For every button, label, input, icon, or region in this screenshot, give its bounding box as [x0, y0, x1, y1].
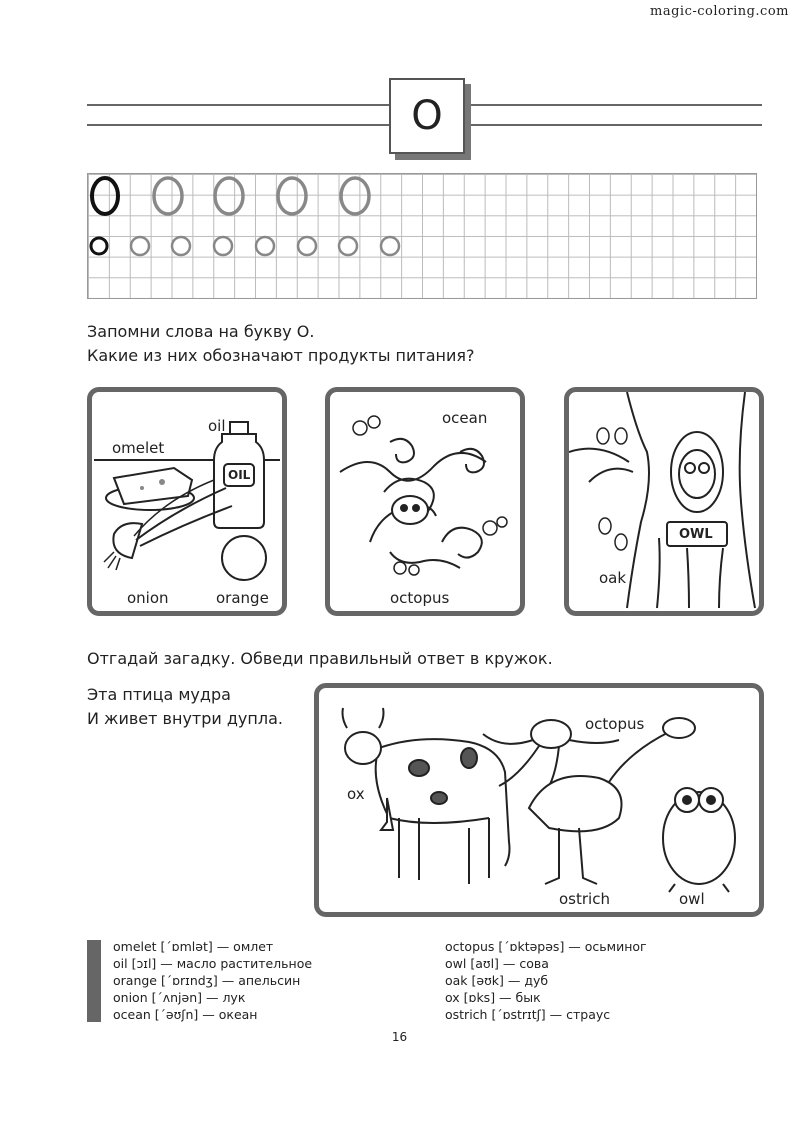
small-letter-o-trace	[339, 237, 357, 255]
riddle-illustration	[319, 688, 759, 912]
riddle-line-2: И живет внутри дупла.	[87, 709, 283, 728]
vocab-item: onion [΄ʌnjən] — лук	[113, 990, 246, 1005]
vocab-item: oil [ɔɪl] — масло растительное	[113, 956, 313, 971]
instruction-line-2: Какие из них обозначают продукты питания?	[87, 346, 475, 365]
small-letter-o-trace	[298, 237, 316, 255]
label-oak: oak	[599, 569, 627, 587]
label-octopus-answer: octopus	[585, 715, 645, 733]
vocab-item: ocean [΄əʊʃn] — океан	[113, 1007, 258, 1022]
small-letter-o-trace	[381, 237, 399, 255]
ocean-illustration	[330, 392, 520, 611]
big-letter-o-trace	[278, 178, 306, 214]
header-line-top-right	[466, 104, 762, 106]
oil-bottle-label: OIL	[228, 468, 251, 482]
instruction-text	[87, 320, 475, 368]
header-line-bottom-right	[466, 124, 762, 126]
label-octopus: octopus	[390, 589, 450, 607]
small-letter-o-trace	[214, 237, 232, 255]
vocab-item: orange [΄ɒrɪndʒ] — апельсин	[113, 973, 301, 988]
food-illustration	[92, 392, 282, 611]
vocabulary-right	[445, 938, 647, 1023]
card-ocean	[325, 387, 525, 616]
owl-icon	[663, 788, 735, 892]
practice-letters	[88, 174, 756, 298]
vocab-item: octopus [΄ɒktəpəs] — осьминог	[445, 939, 647, 954]
omelet-icon	[106, 468, 194, 510]
card-oak	[564, 387, 764, 616]
label-orange: orange	[216, 589, 269, 607]
label-owl: owl	[679, 890, 705, 908]
vocabulary-bar	[87, 940, 101, 1022]
small-letter-o-trace	[256, 237, 274, 255]
label-ostrich: ostrich	[559, 890, 610, 908]
practice-grid	[87, 173, 757, 299]
card-riddle-answers	[314, 683, 764, 917]
riddle-line-1: Эта птица мудра	[87, 685, 231, 704]
big-letter-o-trace	[215, 178, 243, 214]
vocab-item: owl [aʊl] — сова	[445, 956, 549, 971]
small-letter-o-bold	[91, 238, 107, 254]
label-oil: oil	[208, 417, 226, 435]
riddle-text	[87, 683, 283, 731]
small-letter-o-trace	[131, 237, 149, 255]
riddle-task: Отгадай загадку. Обведи правильный ответ в кружок.	[87, 649, 553, 668]
big-letter-o-bold	[92, 178, 118, 214]
letter-box	[389, 78, 465, 154]
label-omelet: omelet	[112, 439, 165, 457]
big-letter-o-trace	[341, 178, 369, 214]
vocab-item: ostrich [΄ɒstrɪtʃ] — страус	[445, 1007, 611, 1022]
vocab-item: ox [ɒks] — бык	[445, 990, 541, 1005]
card-food	[87, 387, 287, 616]
label-onion: onion	[127, 589, 169, 607]
letter-heading: O	[411, 93, 443, 139]
label-ocean: ocean	[442, 409, 488, 427]
header-line-top-left	[87, 104, 389, 106]
big-letter-o-trace	[154, 178, 182, 214]
octopus-icon	[392, 496, 428, 524]
page-number: 16	[391, 1030, 408, 1044]
site-watermark: magic-coloring.com	[650, 4, 789, 19]
owl-in-hollow-icon	[671, 432, 723, 512]
owl-sign-label: OWL	[679, 527, 713, 542]
header-line-bottom-left	[87, 124, 389, 126]
acorn-icon	[597, 428, 627, 550]
vocabulary-left	[113, 938, 312, 1023]
small-letter-o-trace	[172, 237, 190, 255]
vocab-item: omelet [΄ɒmlət] — омлет	[113, 939, 274, 954]
orange-icon	[222, 536, 266, 580]
label-ox: ox	[347, 785, 365, 803]
vocab-item: oak [əʊk] — дуб	[445, 973, 549, 988]
instruction-line-1: Запомни слова на букву О.	[87, 322, 315, 341]
oak-illustration	[569, 392, 759, 611]
